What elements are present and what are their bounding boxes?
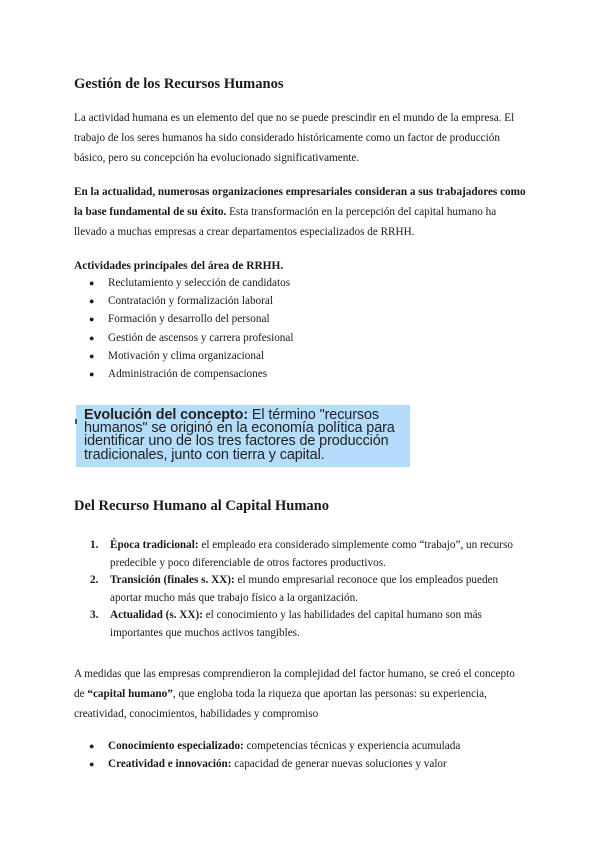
list-item: ● Reclutamiento y selección de candidatos [74, 274, 526, 292]
second-paragraph-rest: Esta transformación en la percepción del capital humano ha llevado a muchas empresas a crear departamentos especializados de RRHH. [74, 206, 497, 238]
section-title-capital: Del Recurso Humano al Capital Humano [74, 498, 329, 514]
list-item: 3. Actualidad (s. XX): el conocimiento y las habilidades del capital humano son más importantes que muchos activos tangibles. [90, 609, 482, 639]
callout-text [84, 409, 406, 462]
second-paragraph-bold: En la actualidad, numerosas organizaciones empresariales consideran a sus trabajadores como la base fundamental de su éxito. [74, 186, 526, 218]
bullet-icon: ● [89, 296, 95, 307]
bullet-icon: ● [89, 314, 95, 325]
second-paragraph [74, 182, 526, 242]
list-item: ● Contratación y formalización laboral [74, 292, 526, 310]
bullet-icon: ● [89, 741, 95, 751]
capital-paragraph: A medidas que las empresas comprendieron la complejidad del factor humano, se creó el concepto de “capital humano”, que engloba toda la riqueza que aportan las personas: su experiencia, creatividad, conocimientos, habilidades y compromiso [74, 668, 515, 720]
callout-marker [75, 419, 77, 424]
capital-items-list [74, 737, 526, 773]
bullet-icon: ● [89, 332, 95, 343]
intro-paragraph: La actividad humana es un elemento del que no se puede prescindir en el mundo de la empresa. El trabajo de los seres humanos ha sido considerado históricamente como un factor de producción básico, pero su concepción ha evolucionado significativamente. [74, 112, 515, 164]
list-item: ● Conocimiento especializado: competencias técnicas y experiencia acumulada [74, 737, 526, 755]
callout-bold: Evolución del concepto: [84, 407, 249, 423]
list-item: ● Administración de compensaciones [74, 365, 526, 383]
list-item: 1. Época tradicional: el empleado era considerado simplemente como “trabajo”, un recurso predecible y poco diferenciable de otros factores productivos. [90, 539, 513, 569]
list-item: ● Gestión de ascensos y carrera profesional [74, 329, 526, 347]
list-item: 2. Transición (finales s. XX): el mundo empresarial reconoce que los empleados pueden aportar mucho más que trabajo físico a la organización. [90, 574, 499, 604]
bullet-icon: ● [89, 369, 95, 380]
bullet-icon: ● [89, 759, 95, 770]
capital-term: “capital humano” [87, 688, 173, 700]
activities-heading: Actividades principales del área de RRHH. [74, 260, 284, 272]
activities-list [74, 274, 526, 383]
callout-rest: El término "recursos humanos" se originó en la economía política para identificar uno de los tres factores de producción tradicionales, junto con tierra y capital. [84, 407, 395, 463]
list-item: ● Formación y desarrollo del personal [74, 310, 526, 328]
evolution-steps [74, 537, 514, 642]
list-item: ● Creatividad e innovación: capacidad de generar nuevas soluciones y valor [74, 755, 526, 773]
list-item: ● Motivación y clima organizacional [74, 347, 526, 365]
section-title-rrhh: Gestión de los Recursos Humanos [74, 76, 284, 92]
bullet-icon: ● [89, 278, 95, 288]
bullet-icon: ● [89, 350, 95, 361]
